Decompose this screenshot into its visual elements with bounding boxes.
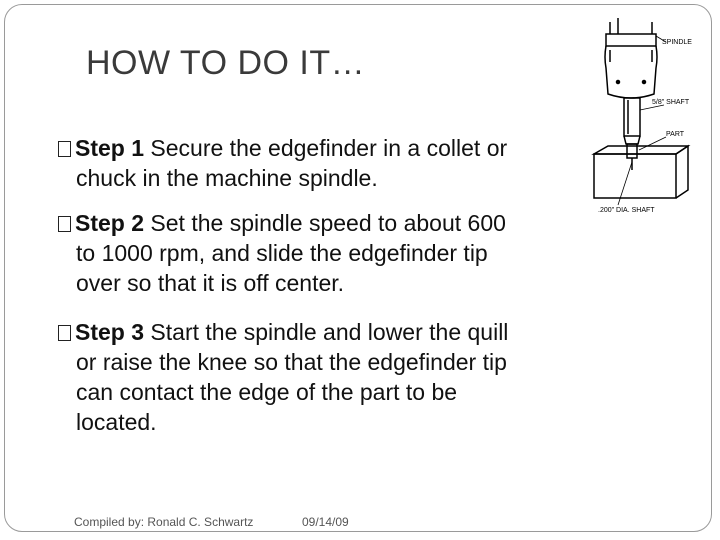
step-text-line: can contact the edge of the part to be (76, 379, 458, 405)
step-3 (58, 317, 578, 437)
spindle-shape (605, 18, 657, 98)
slide-title: HOW TO DO IT… (86, 44, 366, 82)
label-shaft: 5/8" SHAFT (652, 99, 690, 106)
step-text-line: over so that it is off center. (76, 270, 345, 296)
step-text-line: located. (76, 409, 157, 435)
step-label: Step 1 (75, 135, 145, 161)
step-text: Set the spindle speed to about 600 (144, 210, 506, 236)
step-text-line: or raise the knee so that the edgefinder tip (76, 349, 507, 375)
footer-date: 09/14/09 (302, 515, 349, 529)
step-label: Step 2 (75, 210, 145, 236)
step-text-line: to 1000 rpm, and slide the edgefinder tip (76, 240, 488, 266)
bullet-icon (58, 325, 71, 341)
step-1 (58, 133, 578, 193)
bullet-icon (58, 216, 71, 232)
edgefinder-diagram (588, 12, 698, 217)
label-dia-shaft: .200" DIA. SHAFT (598, 207, 655, 214)
footer-author: Compiled by: Ronald C. Schwartz (74, 515, 254, 529)
step-label: Step 3 (75, 319, 145, 345)
step-text-line: chuck in the machine spindle. (76, 165, 378, 191)
step-text: Start the spindle and lower the quill (144, 319, 509, 345)
label-spindle: SPINDLE (662, 39, 692, 46)
part-block (594, 146, 688, 198)
bullet-icon (58, 141, 71, 157)
step-2 (58, 208, 578, 298)
label-part: PART (666, 131, 685, 138)
step-text: Secure the edgefinder in a collet or (144, 135, 508, 161)
shaft-shape (624, 98, 640, 170)
